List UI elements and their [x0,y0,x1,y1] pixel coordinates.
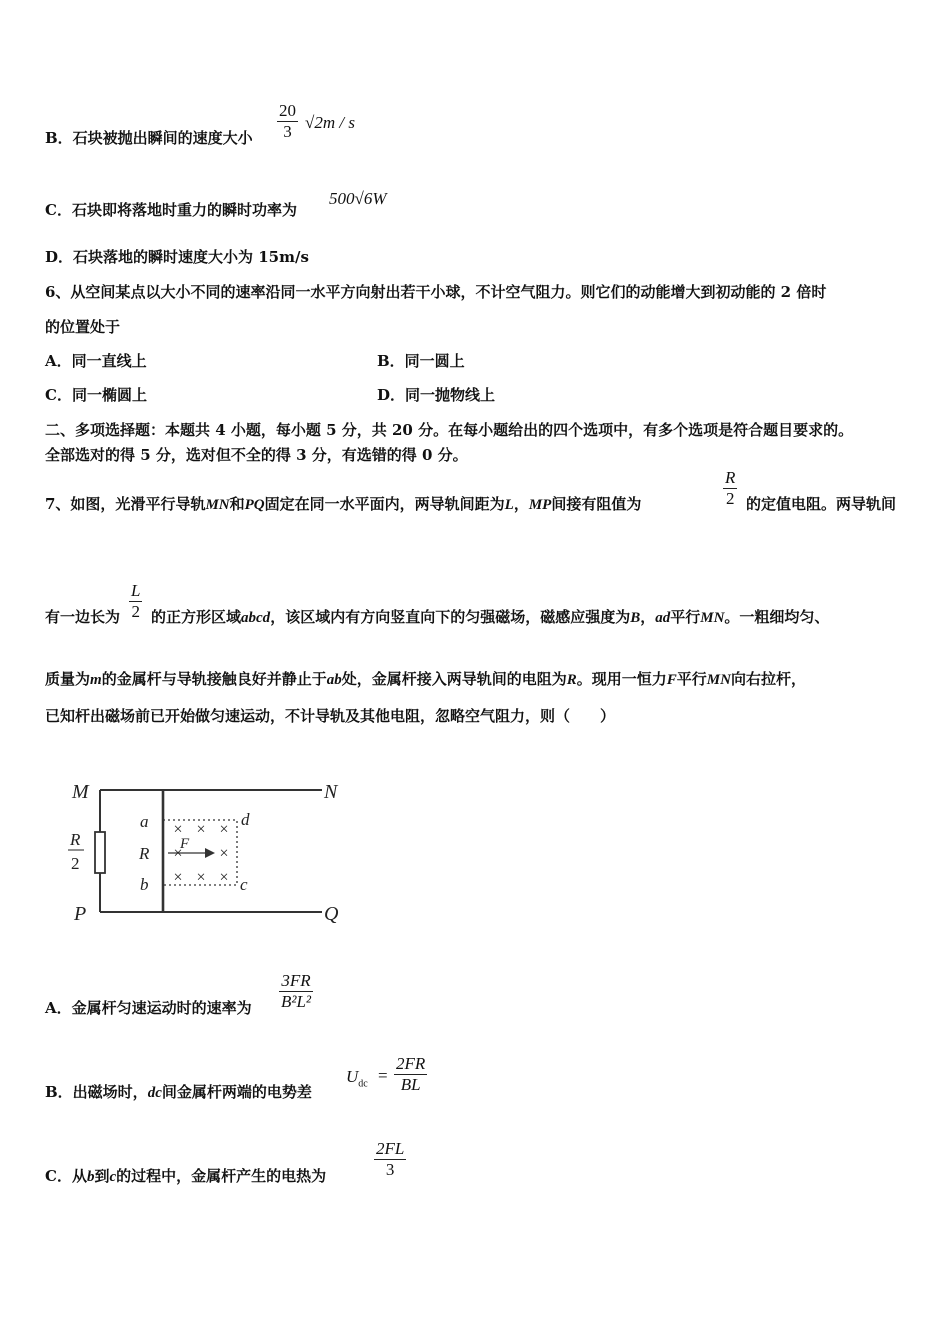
resistor-label-den: 2 [71,854,80,873]
symbol-MN: MN [706,672,731,688]
cross-mark: × [219,845,229,862]
text-run: 。一粗细均匀、 [724,608,830,626]
q7-resistance-fraction [723,468,737,509]
text-run: 间接有阻值为 [551,495,642,513]
symbol-ab: ab [326,672,342,688]
symbol-MN: MN [700,610,725,626]
q7-stem-line1-end: 的定值电阻。两导轨间 [746,495,897,513]
label-Q: Q [324,903,339,925]
q7-stem-line4: 已知杆出磁场前已开始做匀速运动，不计导轨及其他电阻，忽略空气阻力，则（ ） [45,707,616,725]
q5-option-b [45,127,253,148]
text-run: 的正方形区域 [151,608,242,626]
fraction-numerator: 20 [279,101,296,120]
label-N: N [324,781,338,803]
q5-option-b-fraction [277,101,298,142]
text-run: 平行 [676,670,707,688]
text-run: ， [640,608,656,626]
q7-side-fraction [129,581,142,622]
symbol-MP: MP [528,497,552,513]
text-run: ，该区域内有方向竖直向下的匀强磁场，磁感应强度为 [270,608,631,626]
text-run: ， [513,495,529,513]
text-run: 质量为 [45,670,91,688]
symbol-abcd: abcd [241,610,271,626]
q7-stem-line2 [45,606,120,627]
q7-option-c [45,1165,326,1186]
text-run: 7、如图，光滑平行导轨 [45,495,206,513]
text-run: 的过程中，金属杆产生的电热为 [116,1167,327,1185]
symbol-m: m [90,672,102,688]
symbol-F: F [666,672,677,688]
fraction-numerator: 2FL [376,1139,405,1158]
q5-option-b-text: B．石块被抛出瞬间的速度大小 [45,129,253,147]
cross-mark: × [196,869,206,886]
cross-mark: × [173,845,183,862]
q5-option-b-unit: √2m / s [305,113,355,132]
label-a: a [140,812,149,831]
symbol-b: b [86,1169,95,1185]
label-d: d [241,810,250,829]
fraction-numerator: R [725,468,736,487]
fraction-denominator: B²L² [281,992,312,1011]
q7-option-b [45,1081,312,1102]
cross-mark: × [173,821,183,838]
text-run: 间金属杆两端的电势差 [161,1083,312,1101]
q6-option-c: C．同一椭圆上 [45,386,147,404]
fraction-numerator: 2FR [396,1054,426,1073]
symbol-dc: dc [147,1085,162,1101]
text-run: B．出磁场时， [45,1083,148,1101]
text-run: C．从 [45,1167,87,1185]
text-run: 。现用一恒力 [576,670,667,688]
symbol-L: L [504,497,514,513]
force-arrowhead [205,848,215,858]
q7-stem-line1 [45,493,641,514]
q5-option-d: D．石块落地的瞬时速度大小为 15m/s [45,248,309,266]
label-P: P [74,903,87,925]
label-c: c [240,875,248,894]
q5-option-c-text: C．石块即将落地时重力的瞬时功率为 [45,201,297,219]
q7-stem-line2-rest [151,606,829,627]
symbol-PQ: PQ [244,497,265,513]
text-run: 有一边长为 [45,608,121,626]
q7-option-a: A．金属杆匀速运动时的速率为 [45,999,252,1017]
text-run: 向右拉杆， [730,670,806,688]
resistor [95,832,105,873]
fraction-denominator: BL [400,1075,421,1094]
q6-stem-line2: 的位置处于 [45,318,121,336]
q7-option-a-fraction [279,971,313,1012]
q7-stem-line3 [45,668,806,689]
cross-mark: × [196,821,206,838]
label-b: b [140,875,149,894]
text-run: 处，金属杆接入两导轨间的电阻为 [341,670,567,688]
text-run: 的金属杆与导轨接触良好并静止于 [101,670,327,688]
section2-line1: 二、多项选择题：本题共 4 小题，每小题 5 分，共 20 分。在每小题给出的四个选项中，有多个选项是符合题目要求的。 [45,421,854,439]
label-R: R [139,844,150,863]
fraction-denominator: 2 [725,489,735,508]
q7-option-b-fraction [394,1054,427,1095]
cross-mark: × [219,821,229,838]
q6-stem-line1: 6、从空间某点以大小不同的速率沿同一水平方向射出若干小球，不计空气阻力。则它们的动能增大到初动能的 2 倍时 [45,283,827,301]
text-run: 到 [94,1167,110,1185]
cross-mark: × [173,869,183,886]
fraction-denominator: 3 [283,122,292,141]
symbol-R: R [566,672,577,688]
symbol-B: B [630,610,641,626]
fraction-numerator: 3FR [279,971,313,992]
text-run: 平行 [670,608,701,626]
fraction-numerator: L [131,581,141,600]
section2-line2: 全部选对的得 5 分，选对但不全的得 3 分，有选错的得 0 分。 [45,446,468,464]
text-run: 和 [229,495,245,513]
resistor-label-num: R [70,830,81,849]
q6-option-d: D．同一抛物线上 [377,386,496,404]
subscript-dc: dc [358,1078,368,1090]
text-run: 固定在同一水平面内，两导轨间距为 [264,495,505,513]
label-M: M [72,781,89,803]
cross-mark: × [219,869,229,886]
q5-option-c-expression: 500√6W [329,189,387,208]
symbol-MN: MN [205,497,230,513]
symbol-U: U [346,1067,359,1086]
label-F: F [180,836,190,852]
q7-option-b-voltage [346,1067,368,1089]
equals-sign: = [378,1066,388,1085]
symbol-c: c [109,1169,117,1185]
q6-option-b: B．同一圆上 [377,352,465,370]
fraction-denominator: 3 [385,1160,395,1179]
q7-option-c-fraction [374,1139,406,1180]
circuit-figure [60,770,360,940]
q5-option-c [45,199,297,220]
q6-option-a: A．同一直线上 [45,352,147,370]
fraction-denominator: 2 [131,602,140,621]
symbol-ad: ad [655,610,671,626]
